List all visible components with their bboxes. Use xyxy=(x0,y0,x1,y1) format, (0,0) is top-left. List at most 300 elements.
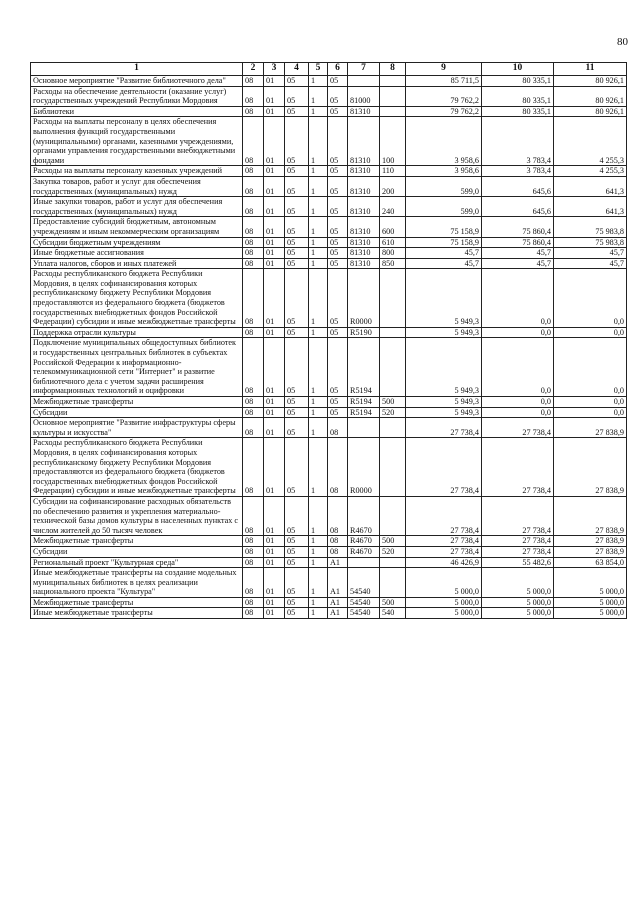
code-cell: 05 xyxy=(285,536,309,547)
code-cell: 05 xyxy=(328,166,348,177)
code-cell xyxy=(380,568,406,598)
code-cell: 05 xyxy=(285,197,309,217)
code-cell: 01 xyxy=(264,546,285,557)
row-name: Иные межбюджетные трансферты xyxy=(31,608,243,619)
amount-cell: 27 738,4 xyxy=(482,546,554,557)
table-row xyxy=(31,397,627,408)
code-cell xyxy=(348,76,380,87)
code-cell: 05 xyxy=(285,248,309,259)
code-cell: 05 xyxy=(285,397,309,408)
amount-cell: 27 738,4 xyxy=(406,418,482,438)
amount-cell: 641,3 xyxy=(554,197,627,217)
amount-cell: 5 949,3 xyxy=(406,407,482,418)
code-cell: 1 xyxy=(309,176,328,196)
code-cell: 520 xyxy=(380,407,406,418)
code-cell: 08 xyxy=(243,597,264,608)
code-cell: 01 xyxy=(264,338,285,397)
code-cell xyxy=(380,86,406,106)
code-cell: 520 xyxy=(380,546,406,557)
column-header: 11 xyxy=(554,63,627,76)
amount-cell: 4 255,3 xyxy=(554,117,627,166)
row-name: Подключение муниципальных общедоступных библиотек и государственных центральных библиотек в субъектах Российской Федерации к информационно-телекоммуникационной сети "Интернет" и развитие библиотечного дела с учетом задачи расширения информационных технологий и оцифровки xyxy=(31,338,243,397)
code-cell: 01 xyxy=(264,407,285,418)
code-cell: 1 xyxy=(309,397,328,408)
amount-cell: 0,0 xyxy=(482,407,554,418)
table-row xyxy=(31,597,627,608)
code-cell: 1 xyxy=(309,166,328,177)
column-header: 4 xyxy=(285,63,309,76)
amount-cell: 45,7 xyxy=(482,248,554,259)
amount-cell: 645,6 xyxy=(482,197,554,217)
code-cell: 100 xyxy=(380,117,406,166)
amount-cell: 45,7 xyxy=(554,258,627,269)
row-name: Межбюджетные трансферты xyxy=(31,397,243,408)
code-cell: 05 xyxy=(285,597,309,608)
code-cell: 81310 xyxy=(348,197,380,217)
amount-cell: 75 158,9 xyxy=(406,217,482,237)
code-cell: 05 xyxy=(285,438,309,497)
code-cell: A1 xyxy=(328,608,348,619)
table-row xyxy=(31,248,627,259)
table-row xyxy=(31,217,627,237)
code-cell: 01 xyxy=(264,496,285,535)
code-cell: 1 xyxy=(309,568,328,598)
table-row xyxy=(31,546,627,557)
code-cell: 1 xyxy=(309,338,328,397)
code-cell: 05 xyxy=(328,327,348,338)
code-cell: 08 xyxy=(243,407,264,418)
code-cell: 1 xyxy=(309,237,328,248)
code-cell: R0000 xyxy=(348,269,380,328)
amount-cell: 5 000,0 xyxy=(406,608,482,619)
code-cell: 08 xyxy=(243,237,264,248)
code-cell: 01 xyxy=(264,327,285,338)
code-cell: 1 xyxy=(309,86,328,106)
row-name: Субсидии бюджетным учреждениям xyxy=(31,237,243,248)
code-cell: 1 xyxy=(309,76,328,87)
amount-cell: 27 738,4 xyxy=(406,536,482,547)
code-cell: 600 xyxy=(380,217,406,237)
amount-cell: 63 854,0 xyxy=(554,557,627,568)
row-name: Иные закупки товаров, работ и услуг для обеспечения государственных (муниципальных) нужд xyxy=(31,197,243,217)
amount-cell: 0,0 xyxy=(482,269,554,328)
amount-cell: 3 783,4 xyxy=(482,117,554,166)
code-cell xyxy=(380,496,406,535)
code-cell: 01 xyxy=(264,568,285,598)
code-cell: 1 xyxy=(309,106,328,117)
column-header: 3 xyxy=(264,63,285,76)
row-name: Поддержка отрасли культуры xyxy=(31,327,243,338)
table-body xyxy=(31,76,627,619)
code-cell: R4670 xyxy=(348,546,380,557)
code-cell: 05 xyxy=(328,176,348,196)
code-cell: 1 xyxy=(309,536,328,547)
code-cell: 08 xyxy=(243,397,264,408)
code-cell: 850 xyxy=(380,258,406,269)
code-cell: A1 xyxy=(328,597,348,608)
code-cell: 01 xyxy=(264,536,285,547)
table-row xyxy=(31,106,627,117)
code-cell: 81310 xyxy=(348,258,380,269)
code-cell: 1 xyxy=(309,496,328,535)
amount-cell: 27 738,4 xyxy=(406,438,482,497)
amount-cell: 80 335,1 xyxy=(482,86,554,106)
table-row xyxy=(31,117,627,166)
code-cell: 05 xyxy=(285,76,309,87)
code-cell: 110 xyxy=(380,166,406,177)
code-cell: 08 xyxy=(328,536,348,547)
code-cell: 1 xyxy=(309,258,328,269)
code-cell: 01 xyxy=(264,397,285,408)
row-name: Субсидии на софинансирование расходных обязательств по обеспечению развития и укрепления материально-технической базы домов культуры в населенных пунктах с числом жителей до 50 тысяч человек xyxy=(31,496,243,535)
amount-cell: 5 949,3 xyxy=(406,397,482,408)
amount-cell: 0,0 xyxy=(482,338,554,397)
amount-cell: 645,6 xyxy=(482,176,554,196)
code-cell: 05 xyxy=(285,407,309,418)
code-cell: 81310 xyxy=(348,217,380,237)
amount-cell: 80 335,1 xyxy=(482,76,554,87)
code-cell: 01 xyxy=(264,117,285,166)
amount-cell: 27 838,9 xyxy=(554,496,627,535)
amount-cell: 3 958,6 xyxy=(406,166,482,177)
amount-cell: 45,7 xyxy=(482,258,554,269)
code-cell: 08 xyxy=(243,496,264,535)
code-cell: 05 xyxy=(285,258,309,269)
code-cell: R5190 xyxy=(348,327,380,338)
code-cell: 08 xyxy=(243,217,264,237)
row-name: Расходы на обеспечение деятельности (оказание услуг) государственных учреждений Республики Мордовия xyxy=(31,86,243,106)
amount-cell: 641,3 xyxy=(554,176,627,196)
amount-cell: 80 335,1 xyxy=(482,106,554,117)
amount-cell: 27 738,4 xyxy=(406,546,482,557)
table-row xyxy=(31,269,627,328)
code-cell: 05 xyxy=(285,546,309,557)
code-cell: 05 xyxy=(285,176,309,196)
amount-cell: 5 000,0 xyxy=(482,568,554,598)
row-name: Основное мероприятие "Развитие инфраструктуры сферы культуры и искусства" xyxy=(31,418,243,438)
code-cell: 08 xyxy=(243,327,264,338)
code-cell: 05 xyxy=(285,86,309,106)
code-cell: 1 xyxy=(309,438,328,497)
code-cell: 05 xyxy=(328,106,348,117)
amount-cell: 599,0 xyxy=(406,176,482,196)
code-cell: R5194 xyxy=(348,407,380,418)
row-name: Иные бюджетные ассигнования xyxy=(31,248,243,259)
code-cell: R4670 xyxy=(348,496,380,535)
code-cell: 54540 xyxy=(348,568,380,598)
code-cell: 01 xyxy=(264,197,285,217)
amount-cell: 0,0 xyxy=(554,338,627,397)
code-cell: 1 xyxy=(309,197,328,217)
amount-cell: 80 926,1 xyxy=(554,106,627,117)
row-name: Расходы на выплаты персоналу казенных учреждений xyxy=(31,166,243,177)
row-name: Иные межбюджетные трансферты на создание модельных муниципальных библиотек в целях реализации национального проекта "Культура" xyxy=(31,568,243,598)
table-row xyxy=(31,438,627,497)
table-row xyxy=(31,86,627,106)
code-cell: 01 xyxy=(264,217,285,237)
table-row xyxy=(31,568,627,598)
row-name: Основное мероприятие "Развитие библиотечного дела" xyxy=(31,76,243,87)
table-row xyxy=(31,237,627,248)
amount-cell: 80 926,1 xyxy=(554,76,627,87)
page-number: 80 xyxy=(617,36,628,48)
code-cell: 01 xyxy=(264,166,285,177)
code-cell: 05 xyxy=(328,217,348,237)
code-cell xyxy=(348,557,380,568)
code-cell: 08 xyxy=(243,106,264,117)
code-cell: 05 xyxy=(328,407,348,418)
amount-cell: 75 158,9 xyxy=(406,237,482,248)
amount-cell: 0,0 xyxy=(554,397,627,408)
code-cell: 08 xyxy=(243,418,264,438)
amount-cell: 5 000,0 xyxy=(554,568,627,598)
code-cell: 01 xyxy=(264,438,285,497)
amount-cell: 5 949,3 xyxy=(406,327,482,338)
column-header: 5 xyxy=(309,63,328,76)
code-cell xyxy=(380,106,406,117)
amount-cell: 79 762,2 xyxy=(406,106,482,117)
code-cell: 240 xyxy=(380,197,406,217)
amount-cell: 80 926,1 xyxy=(554,86,627,106)
code-cell: 08 xyxy=(243,197,264,217)
code-cell: 05 xyxy=(285,557,309,568)
amount-cell: 27 838,9 xyxy=(554,438,627,497)
code-cell: 1 xyxy=(309,248,328,259)
code-cell: 08 xyxy=(243,86,264,106)
code-cell: 08 xyxy=(243,536,264,547)
code-cell: 01 xyxy=(264,269,285,328)
code-cell: 81310 xyxy=(348,166,380,177)
code-cell: 01 xyxy=(264,418,285,438)
code-cell xyxy=(348,418,380,438)
code-cell: 01 xyxy=(264,608,285,619)
code-cell: 54540 xyxy=(348,608,380,619)
code-cell: 54540 xyxy=(348,597,380,608)
column-header: 8 xyxy=(380,63,406,76)
code-cell: 01 xyxy=(264,248,285,259)
amount-cell: 45,7 xyxy=(554,248,627,259)
code-cell: 05 xyxy=(285,608,309,619)
code-cell: 08 xyxy=(328,418,348,438)
code-cell: 05 xyxy=(285,237,309,248)
column-header: 10 xyxy=(482,63,554,76)
row-name: Предоставление субсидий бюджетным, автономным учреждениям и иным некоммерческим организациям xyxy=(31,217,243,237)
row-name: Региональный проект "Культурная среда" xyxy=(31,557,243,568)
code-cell: 05 xyxy=(328,338,348,397)
code-cell: 81310 xyxy=(348,117,380,166)
amount-cell: 45,7 xyxy=(406,258,482,269)
amount-cell: 27 738,4 xyxy=(482,536,554,547)
code-cell: A1 xyxy=(328,557,348,568)
code-cell: 05 xyxy=(285,117,309,166)
amount-cell: 27 838,9 xyxy=(554,536,627,547)
row-name: Расходы республиканского бюджета Республики Мордовия, в целях софинансирования которых республиканскому бюджету Республики Мордовия предоставляются из федерального бюджета (бюджетов государственных внебюджетных фондов Российской Федерации) субсидии и иные межбюджетные трансферты xyxy=(31,438,243,497)
amount-cell: 5 000,0 xyxy=(406,597,482,608)
table-row xyxy=(31,197,627,217)
code-cell: 05 xyxy=(328,397,348,408)
amount-cell: 75 860,4 xyxy=(482,217,554,237)
column-header: 6 xyxy=(328,63,348,76)
code-cell: 81000 xyxy=(348,86,380,106)
table-row xyxy=(31,258,627,269)
table-header-row xyxy=(31,63,627,76)
row-name: Расходы на выплаты персоналу в целях обеспечения выполнения функций государственными (муниципальными) органами, казенными учреждениями, органами управления государственными внебюджетными фондами xyxy=(31,117,243,166)
table-row xyxy=(31,166,627,177)
amount-cell: 27 738,4 xyxy=(482,438,554,497)
code-cell: 1 xyxy=(309,217,328,237)
amount-cell: 27 838,9 xyxy=(554,546,627,557)
code-cell: 05 xyxy=(328,258,348,269)
code-cell: 05 xyxy=(328,269,348,328)
code-cell: 500 xyxy=(380,536,406,547)
amount-cell: 3 783,4 xyxy=(482,166,554,177)
code-cell xyxy=(380,338,406,397)
code-cell: 01 xyxy=(264,76,285,87)
table-row xyxy=(31,557,627,568)
row-name: Закупка товаров, работ и услуг для обеспечения государственных (муниципальных) нужд xyxy=(31,176,243,196)
code-cell: 08 xyxy=(243,557,264,568)
code-cell: 1 xyxy=(309,557,328,568)
amount-cell: 5 000,0 xyxy=(482,608,554,619)
code-cell: 08 xyxy=(243,608,264,619)
amount-cell: 79 762,2 xyxy=(406,86,482,106)
code-cell: 81310 xyxy=(348,176,380,196)
code-cell: 540 xyxy=(380,608,406,619)
code-cell xyxy=(380,327,406,338)
row-name: Уплата налогов, сборов и иных платежей xyxy=(31,258,243,269)
table-row xyxy=(31,338,627,397)
code-cell: 05 xyxy=(285,568,309,598)
code-cell: 05 xyxy=(285,269,309,328)
code-cell: 05 xyxy=(328,76,348,87)
code-cell: 08 xyxy=(243,546,264,557)
code-cell: 08 xyxy=(243,258,264,269)
code-cell: 05 xyxy=(328,86,348,106)
table-row xyxy=(31,76,627,87)
amount-cell: 27 738,4 xyxy=(482,418,554,438)
code-cell: R5194 xyxy=(348,338,380,397)
amount-cell: 4 255,3 xyxy=(554,166,627,177)
code-cell: 08 xyxy=(243,166,264,177)
code-cell: R5194 xyxy=(348,397,380,408)
code-cell: 500 xyxy=(380,597,406,608)
code-cell: 81310 xyxy=(348,237,380,248)
amount-cell: 0,0 xyxy=(554,269,627,328)
row-name: Субсидии xyxy=(31,546,243,557)
column-header: 2 xyxy=(243,63,264,76)
amount-cell: 55 482,6 xyxy=(482,557,554,568)
row-name: Библиотеки xyxy=(31,106,243,117)
amount-cell: 5 000,0 xyxy=(554,597,627,608)
code-cell: 1 xyxy=(309,117,328,166)
code-cell: 08 xyxy=(243,438,264,497)
code-cell: 08 xyxy=(328,496,348,535)
code-cell xyxy=(380,557,406,568)
amount-cell: 46 426,9 xyxy=(406,557,482,568)
code-cell: 05 xyxy=(328,248,348,259)
code-cell xyxy=(380,76,406,87)
code-cell: 05 xyxy=(328,117,348,166)
code-cell: 08 xyxy=(328,546,348,557)
code-cell: 1 xyxy=(309,418,328,438)
code-cell: 01 xyxy=(264,176,285,196)
amount-cell: 75 983,8 xyxy=(554,237,627,248)
table-row xyxy=(31,536,627,547)
code-cell: 81310 xyxy=(348,248,380,259)
code-cell: A1 xyxy=(328,568,348,598)
row-name: Межбюджетные трансферты xyxy=(31,536,243,547)
code-cell: 05 xyxy=(285,217,309,237)
code-cell: 1 xyxy=(309,597,328,608)
table-row xyxy=(31,176,627,196)
table-row xyxy=(31,407,627,418)
code-cell: 200 xyxy=(380,176,406,196)
amount-cell: 0,0 xyxy=(554,327,627,338)
amount-cell: 75 983,8 xyxy=(554,217,627,237)
code-cell: 01 xyxy=(264,557,285,568)
code-cell: 01 xyxy=(264,86,285,106)
code-cell: 08 xyxy=(243,117,264,166)
code-cell xyxy=(380,418,406,438)
code-cell: 08 xyxy=(243,568,264,598)
code-cell: 1 xyxy=(309,327,328,338)
code-cell xyxy=(380,269,406,328)
amount-cell: 3 958,6 xyxy=(406,117,482,166)
amount-cell: 75 860,4 xyxy=(482,237,554,248)
row-name: Расходы республиканского бюджета Республики Мордовия, в целях софинансирования которых республиканскому бюджету Республики Мордовия предоставляются из федерального бюджета (бюджетов государственных внебюджетных фондов Российской Федерации) субсидии и иные межбюджетные трансферты xyxy=(31,269,243,328)
amount-cell: 0,0 xyxy=(554,407,627,418)
code-cell: 01 xyxy=(264,237,285,248)
code-cell: 1 xyxy=(309,546,328,557)
column-header: 1 xyxy=(31,63,243,76)
amount-cell: 27 738,4 xyxy=(482,496,554,535)
budget-table xyxy=(30,62,627,619)
code-cell: R4670 xyxy=(348,536,380,547)
code-cell: 1 xyxy=(309,269,328,328)
code-cell: 08 xyxy=(243,176,264,196)
column-header: 7 xyxy=(348,63,380,76)
table-row xyxy=(31,327,627,338)
code-cell: 01 xyxy=(264,597,285,608)
amount-cell: 45,7 xyxy=(406,248,482,259)
code-cell: 01 xyxy=(264,106,285,117)
table-row xyxy=(31,608,627,619)
code-cell: 05 xyxy=(285,418,309,438)
amount-cell: 5 949,3 xyxy=(406,269,482,328)
code-cell: 08 xyxy=(243,338,264,397)
code-cell: 1 xyxy=(309,407,328,418)
amount-cell: 5 949,3 xyxy=(406,338,482,397)
code-cell: 08 xyxy=(243,76,264,87)
code-cell: 08 xyxy=(328,438,348,497)
code-cell: 05 xyxy=(285,496,309,535)
amount-cell: 5 000,0 xyxy=(482,597,554,608)
code-cell: 05 xyxy=(285,106,309,117)
code-cell: 800 xyxy=(380,248,406,259)
amount-cell: 27 738,4 xyxy=(406,496,482,535)
amount-cell: 0,0 xyxy=(482,327,554,338)
code-cell: 05 xyxy=(328,237,348,248)
amount-cell: 5 000,0 xyxy=(406,568,482,598)
amount-cell: 599,0 xyxy=(406,197,482,217)
table-row xyxy=(31,418,627,438)
code-cell: R0000 xyxy=(348,438,380,497)
code-cell: 05 xyxy=(328,197,348,217)
amount-cell: 85 711,5 xyxy=(406,76,482,87)
code-cell: 05 xyxy=(285,166,309,177)
column-header: 9 xyxy=(406,63,482,76)
code-cell xyxy=(380,438,406,497)
